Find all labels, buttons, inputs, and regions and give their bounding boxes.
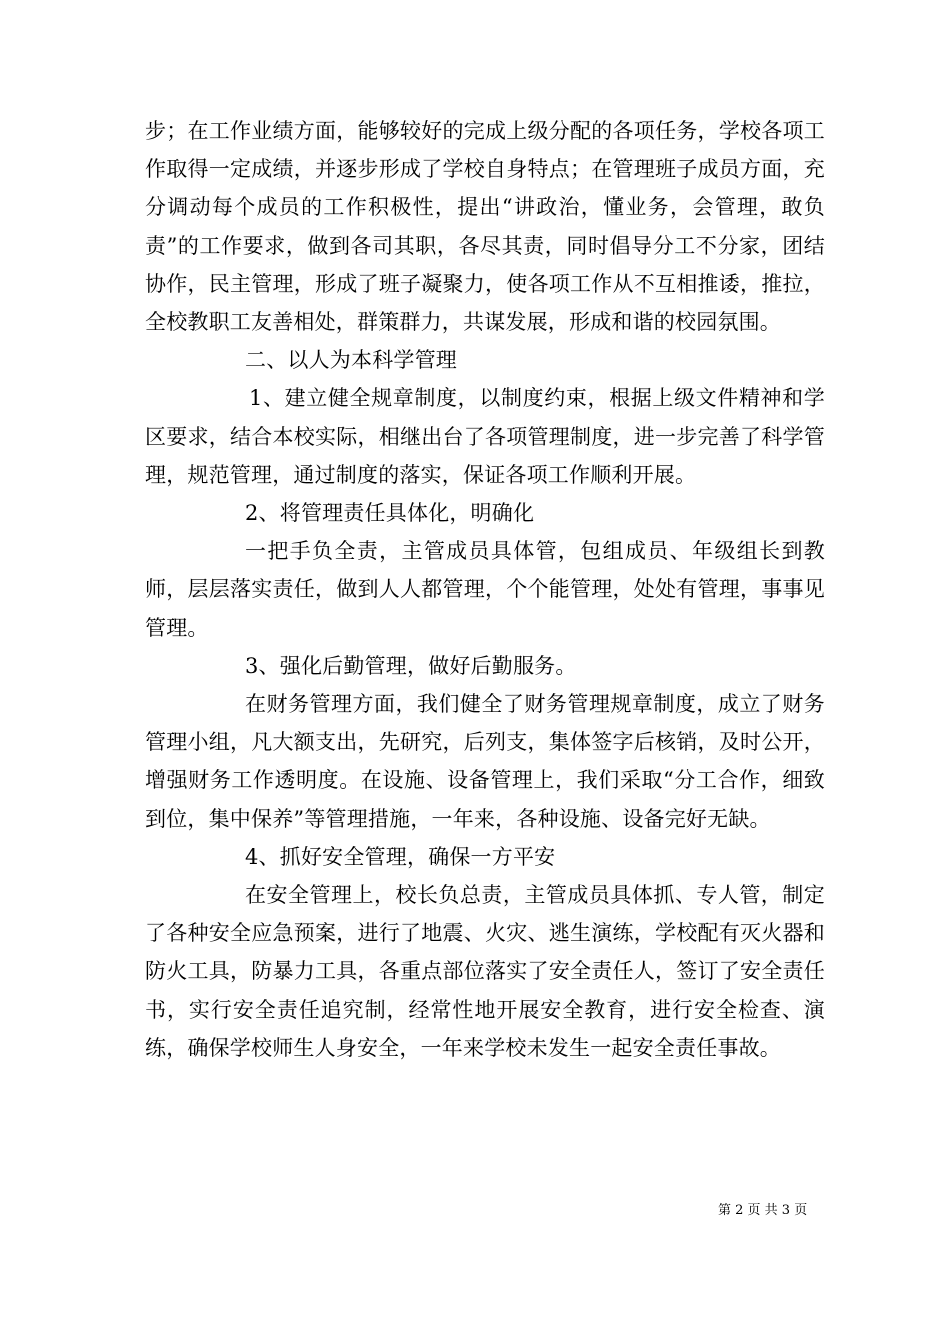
paragraph-work-summary: 步；在工作业绩方面，能够较好的完成上级分配的各项任务，学校各项工作取得一定成绩，并逐步形成了学校自身特点；在管理班子成员方面，充分调动每个成员的工作积极性，提出“讲政治，懂业务，会管理，敢负责”的工作要求，做到各司其职，各尽其责，同时倡导分工不分家，团结协作，民主管理，形成了班子凝聚力，使各项工作从不互相推诿，推拉，全校教职工友善相处，群策群力，共谋发展，形成和谐的校园氛围。	[145, 119, 825, 335]
paragraph-responsibility: 一把手负全责，主管成员具体管，包组成员、年级组长到教师，层层落实责任，做到人人都管理，个个能管理，处处有管理，事事见管理。	[145, 539, 825, 640]
heading-logistics: 3、强化后勤管理，做好后勤服务。	[245, 653, 577, 678]
heading-responsibility: 2、将管理责任具体化，明确化	[245, 501, 535, 526]
paragraph-safety: 在安全管理上，校长负总责，主管成员具体抓、专人管，制定了各种安全应急预案，进行了地震、火灾、逃生演练，学校配有灭火器和防火工具，防暴力工具，各重点部位落实了安全责任人，签订了安全责任书，实行安全责任追究制，经常性地开展安全教育，进行安全检查、演练，确保学校师生人身安全，一年来学校未发生一起安全责任事故。	[145, 883, 825, 1060]
paragraph-rules-system: 1、建立健全规章制度，以制度约束，根据上级文件精神和学区要求，结合本校实际，相继出台了各项管理制度，进一步完善了科学管理，规范管理，通过制度的落实，保证各项工作顺利开展。	[145, 386, 825, 487]
paragraph-finance: 在财务管理方面，我们健全了财务管理规章制度，成立了财务管理小组，凡大额支出，先研究，后列支，集体签字后核销，及时公开，增强财务工作透明度。在设施、设备管理上，我们采取“分工合作，细致到位，集中保养”等管理措施，一年来，各种设施、设备完好无缺。	[145, 692, 825, 831]
document-body	[145, 112, 825, 1067]
heading-people-oriented-management: 二、以人为本科学管理	[245, 348, 457, 373]
page-number: 第 2 页 共 3 页	[718, 1203, 808, 1218]
heading-safety: 4、抓好安全管理，确保一方平安	[245, 844, 556, 869]
